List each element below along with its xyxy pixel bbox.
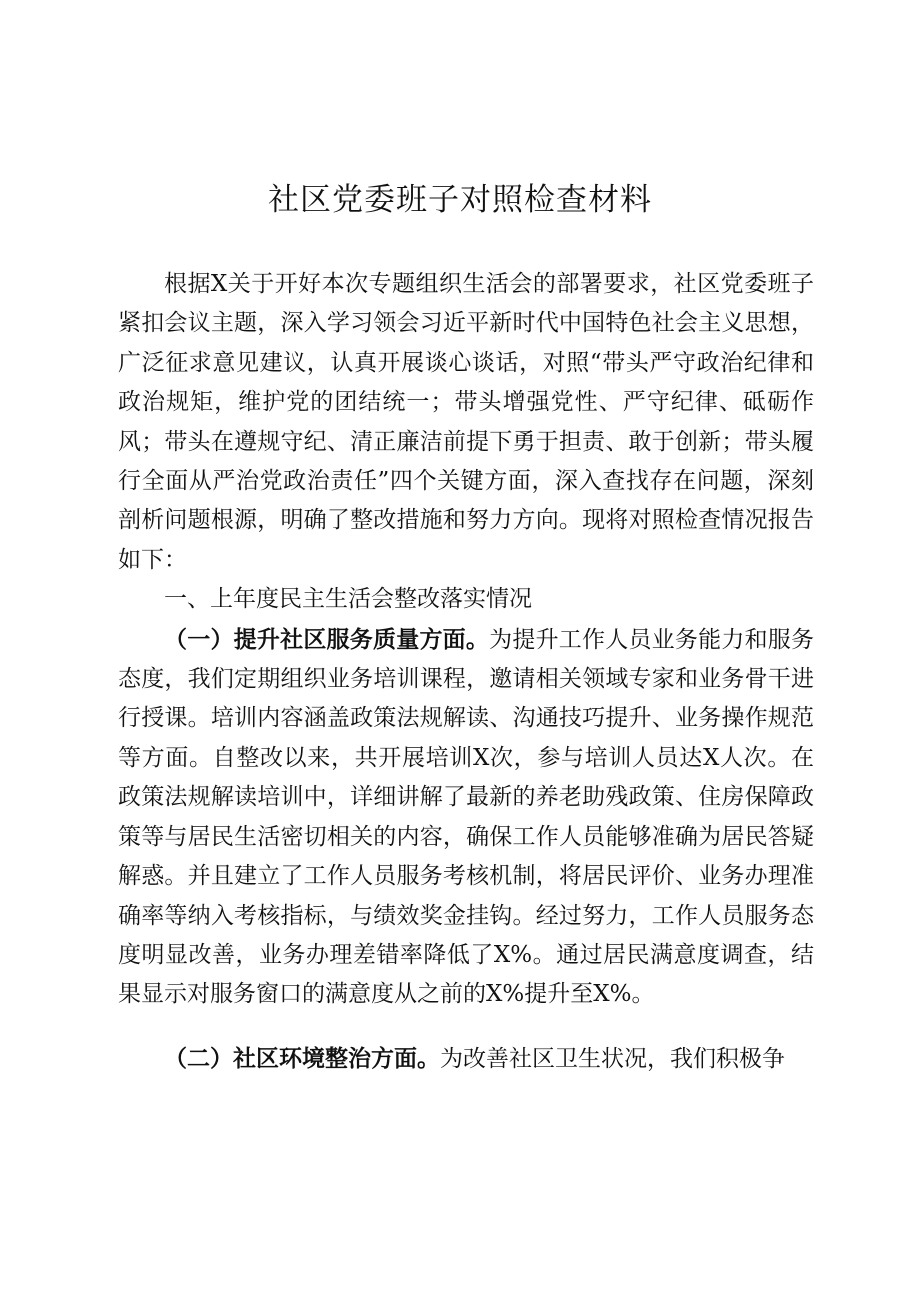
- item-text: 为改善社区卫生状况，我们积极争: [440, 1045, 785, 1072]
- item-text: 为提升工作人员业务能力和服务态度，我们定期组织业务培训课程，邀请相关领域专家和业务骨干进行授课。培训内容涵盖政策法规解读、沟通技巧提升、业务操作规范等方面。自整改以来，共开展培训X次，参与培训人员达X人次。在政策法规解读培训中，详细讲解了最新的养老助残政策、住房保障政策等与居民生活密切相关的内容，确保工作人员能够准确为居民答疑解惑。并且建立了工作人员服务考核机制，将居民评价、业务办理准确率等纳入考核指标，与绩效奖金挂钩。经过努力，工作人员服务态度明显改善，业务办理差错率降低了X%。通过居民满意度调查，结果显示对服务窗口的满意度从之前的X%提升至X%。: [118, 626, 815, 1008]
- item-lead: （一）提升社区服务质量方面。: [164, 625, 490, 653]
- item-paragraph-environment: [118, 1039, 814, 1079]
- item-lead: （二）社区环境整治方面。: [164, 1044, 440, 1072]
- document-title: 社区党委班子对照检查材料: [268, 182, 652, 218]
- document-body: [118, 265, 814, 1079]
- intro-paragraph: 根据X关于开好本次专题组织生活会的部署要求，社区党委班子紧扣会议主题，深入学习领会习近平新时代中国特色社会主义思想，广泛征求意见建议，认真开展谈心谈话，对照“带头严守政治纪律和政治规矩，维护党的团结统一；带头增强党性、严守纪律、砥砺作风；带头在遵规守纪、清正廉洁前提下勇于担责、敢于创新；带头履行全面从严治党政治责任”四个关键方面，深入查找存在问题，深刻剖析问题根源，明确了整改措施和努力方向。现将对照检查情况报告如下：: [118, 271, 814, 573]
- section-heading: 一、上年度民主生活会整改落实情况: [164, 586, 532, 613]
- item-paragraph-service-quality: [118, 620, 814, 1015]
